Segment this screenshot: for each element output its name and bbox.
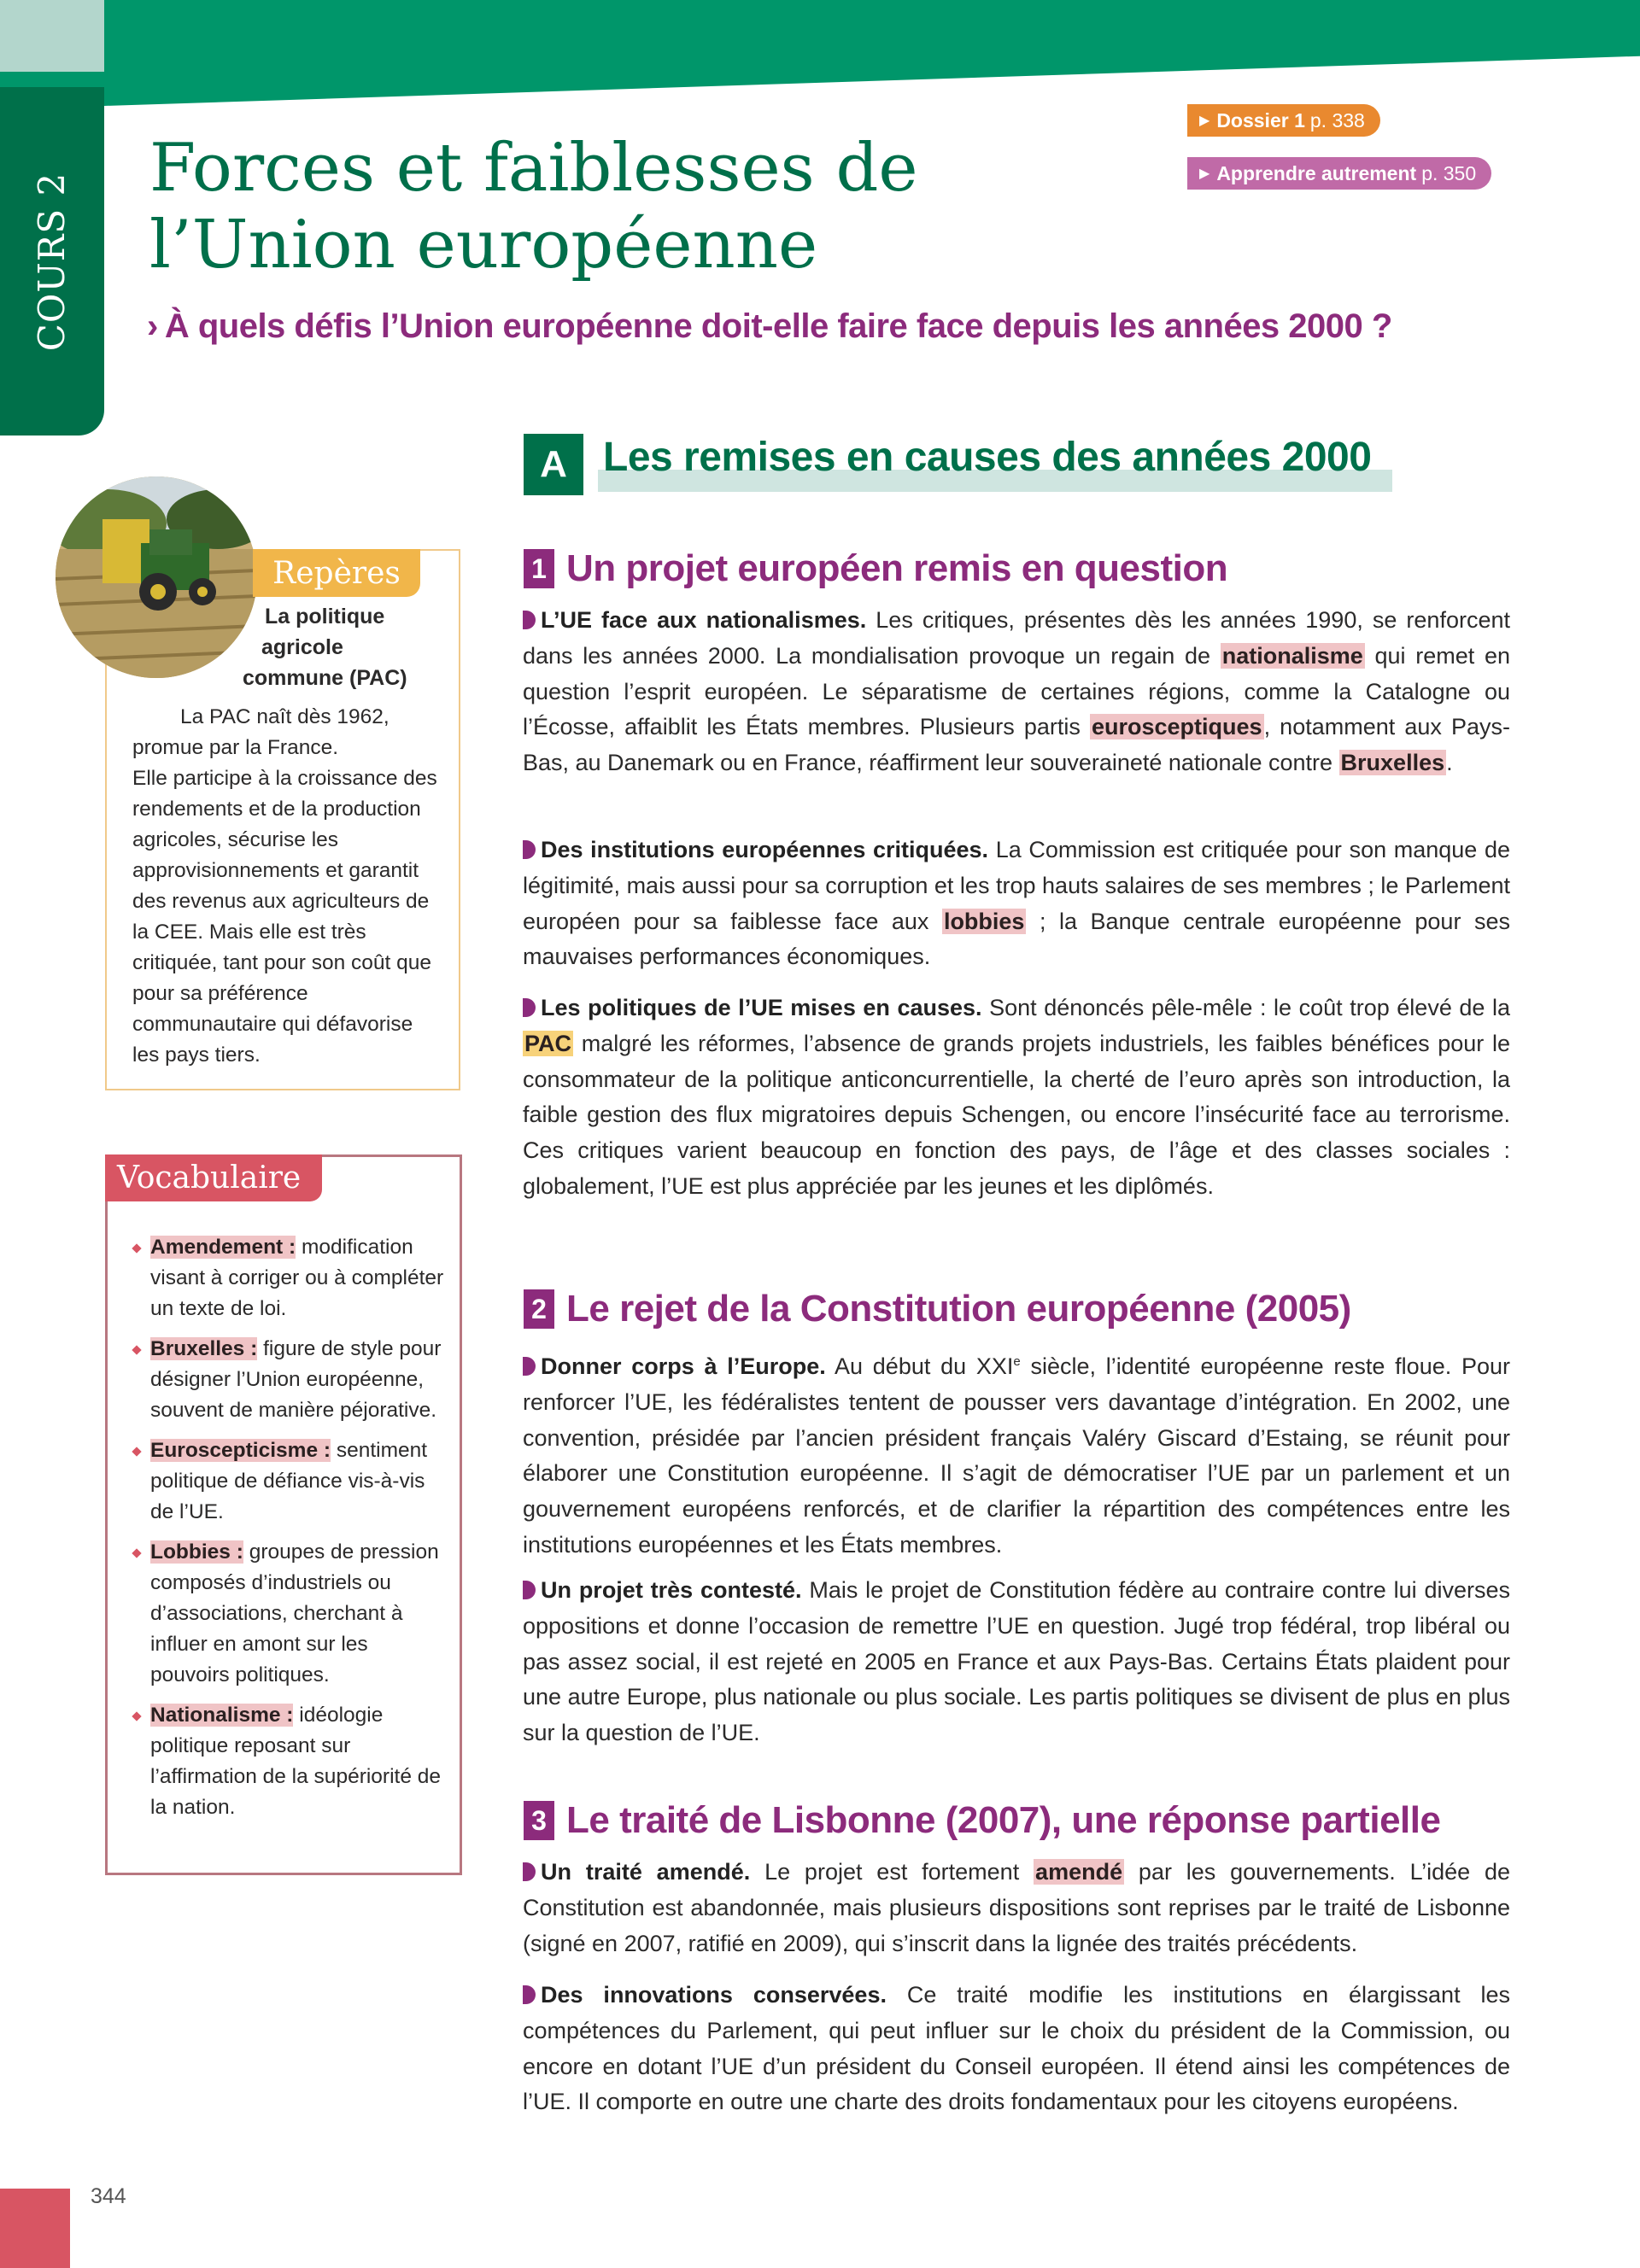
page-number: 344 xyxy=(91,2184,126,2208)
chevron-right-icon: › xyxy=(147,307,158,345)
dossier-link[interactable]: ▶ Dossier 1 p. 338 xyxy=(1187,104,1380,137)
vocabulaire-tag: Vocabulaire xyxy=(105,1154,322,1201)
reperes-text: La PAC naît dès 1962, promue par la France. Elle participe à la croissance des rendements et de la production agricoles, sécurise les approvisionnements et garantit des revenus aux agriculteurs de la CEE. Mais elle est très critiquée, tant pour son coût que pour sa préférence communautaire qui défavorise les pays tiers. xyxy=(132,705,437,1067)
diamond-bullet-icon xyxy=(132,1711,141,1721)
subsection-1-heading: 1 Un projet européen remis en question xyxy=(524,547,1227,590)
vocab-item: Bruxelles : figure de style pour désigner l’Union européenne, souvent de manière péjorative. xyxy=(128,1334,444,1426)
paragraph: Un projet très contesté. Mais le projet de Constitution fédère au contraire contre lui diverses oppositions et donne l’occasion de remettre l’UE en question. Jugé trop fédéral, trop libéral ou pas assez social, il est rejeté en 2005 en France et aux Pays-Bas. Certains États plaident pour une autre Europe, plus nationale ou plus sociale. Les partis politiques se divisent de plus en plus sur la question de l’UE. xyxy=(523,1577,1510,1746)
problem-question: › À quels défis l’Union européenne doit-elle faire face depuis les années 2000 ? xyxy=(147,307,1392,345)
paragraph: Un traité amendé. Le projet est fortement amendé par les gouvernements. L’idée de Constitution est abandonnée, mais plusieurs dispositions sont reprises par le traité de Lisbonne (signé en 2007, ratifié en 2009), qui s’inscrit dans la lignée des traités précédents. xyxy=(523,1859,1511,1956)
chapter-tab xyxy=(0,87,104,435)
diamond-bullet-icon xyxy=(132,1548,141,1558)
subsection-number: 2 xyxy=(524,1289,554,1329)
chapter-tab-label: COURS 2 xyxy=(31,172,73,351)
bullet-marker-icon xyxy=(523,998,536,1017)
page-title: Forces et faiblesses de l’Union européenne xyxy=(149,130,918,284)
paragraph: L’UE face aux nationalismes. Les critiques, présentes dès les années 1990, se renforcent dans les années 2000. La mondialisation provoque un regain de nationalisme qui remet en question l’esprit européen. Le séparatisme de certaines régions, comme la Catalogne ou l’Écosse, affaiblit les États membres. Plusieurs partis eurosceptiques, notamment aux Pays-Bas, au Danemark ou en France, réaffirment leur souveraineté nationale contre Bruxelles. xyxy=(523,607,1511,776)
bullet-marker-icon xyxy=(523,1985,536,2004)
bullet-marker-icon xyxy=(523,611,536,629)
header-band xyxy=(104,0,1640,106)
triangle-right-icon: ▶ xyxy=(1199,114,1210,128)
bullet-marker-icon xyxy=(523,1357,536,1376)
reperes-heading: La politique agricole commune (PAC) xyxy=(243,605,407,690)
corner-accent xyxy=(0,0,104,72)
apprendre-autrement-link[interactable]: ▶ Apprendre autrement p. 350 xyxy=(1187,157,1491,190)
section-a-title: Les remises en causes des années 2000 xyxy=(603,435,1372,480)
vocab-item: Amendement : modification visant à corriger ou à compléter un texte de loi. xyxy=(128,1232,444,1324)
vocab-item: Lobbies : groupes de pression composés d’industriels ou d’associations, cherchant à influer en amont sur les pouvoirs politiques. xyxy=(128,1537,444,1691)
section-a-letter: A xyxy=(524,434,583,495)
triangle-right-icon: ▶ xyxy=(1199,167,1210,181)
subsection-3-heading: 3 Le traité de Lisbonne (2007), une réponse partielle xyxy=(524,1799,1440,1842)
vocab-item: Nationalisme : idéologie politique reposant sur l’affirmation de la supériorité de la nation. xyxy=(128,1700,444,1823)
paragraph: Donner corps à l’Europe. Au début du XXIe siècle, l’identité européenne reste floue. Pour renforcer l’UE, les fédéralistes tentent de pousser vers davantage d’intégration. En 2002, une convention, présidée par l’ancien président français Valéry Giscard d’Estaing, se réunit pour élaborer une Constitution européenne. Il s’agit de démocratiser l’UE par un parlement et un gouvernement européens renforcés, et de clarifier la répartition des compétences entre les institutions européennes et les États membres. xyxy=(523,1353,1510,1558)
bullet-marker-icon xyxy=(523,1581,536,1599)
vocab-item: Euroscepticisme : sentiment politique de défiance vis-à-vis de l’UE. xyxy=(128,1435,444,1528)
header-band-strip xyxy=(0,72,104,87)
diamond-bullet-icon xyxy=(132,1345,141,1354)
subsection-2-heading: 2 Le rejet de la Constitution européenne (2005) xyxy=(524,1288,1351,1330)
paragraph: Des innovations conservées. Ce traité modifie les institutions en élargissant les compétences du Parlement, qui peut influer sur le choix du président de la Commission, ou encore en dotant l’UE d’un président du Conseil européen. Il étend ainsi les compétences de l’UE. Il comporte en outre une charte des droits fondamentaux pour les citoyens européens. xyxy=(523,1982,1510,2115)
page-footer-block xyxy=(0,2189,70,2268)
diamond-bullet-icon xyxy=(132,1447,141,1456)
diamond-bullet-icon xyxy=(132,1243,141,1253)
vocabulaire-list xyxy=(128,1232,444,1833)
paragraph: Les politiques de l’UE mises en causes. Sont dénoncés pêle-mêle : le coût trop élevé de la PAC malgré les réformes, l’absence de grands projets industriels, les faibles bénéfices pour le consommateur de la politique anticoncurrentielle, la cherté de l’euro après son introduction, la faible gestion des flux migratoires depuis Schengen, ou encore l’insécurité face au terrorisme. Ces critiques varient beaucoup en fonction des pays, de l’âge et des classes sociales : globalement, l’UE est plus appréciée par les jeunes et les diplômés. xyxy=(523,995,1510,1199)
subsection-number: 1 xyxy=(524,549,554,588)
subsection-number: 3 xyxy=(524,1801,554,1840)
bullet-marker-icon xyxy=(523,840,536,859)
bullet-marker-icon xyxy=(523,1862,536,1881)
paragraph: Des institutions européennes critiquées. La Commission est critiquée pour son manque de légitimité, mais aussi pour sa corruption et les trop hauts salaires de ses membres ; le Parlement européen pour sa faiblesse face aux lobbies ; la Banque centrale européenne pour ses mauvaises performances économiques. xyxy=(523,837,1510,970)
tractor-photo xyxy=(56,476,257,678)
reperes-tag: Repères xyxy=(253,549,420,597)
